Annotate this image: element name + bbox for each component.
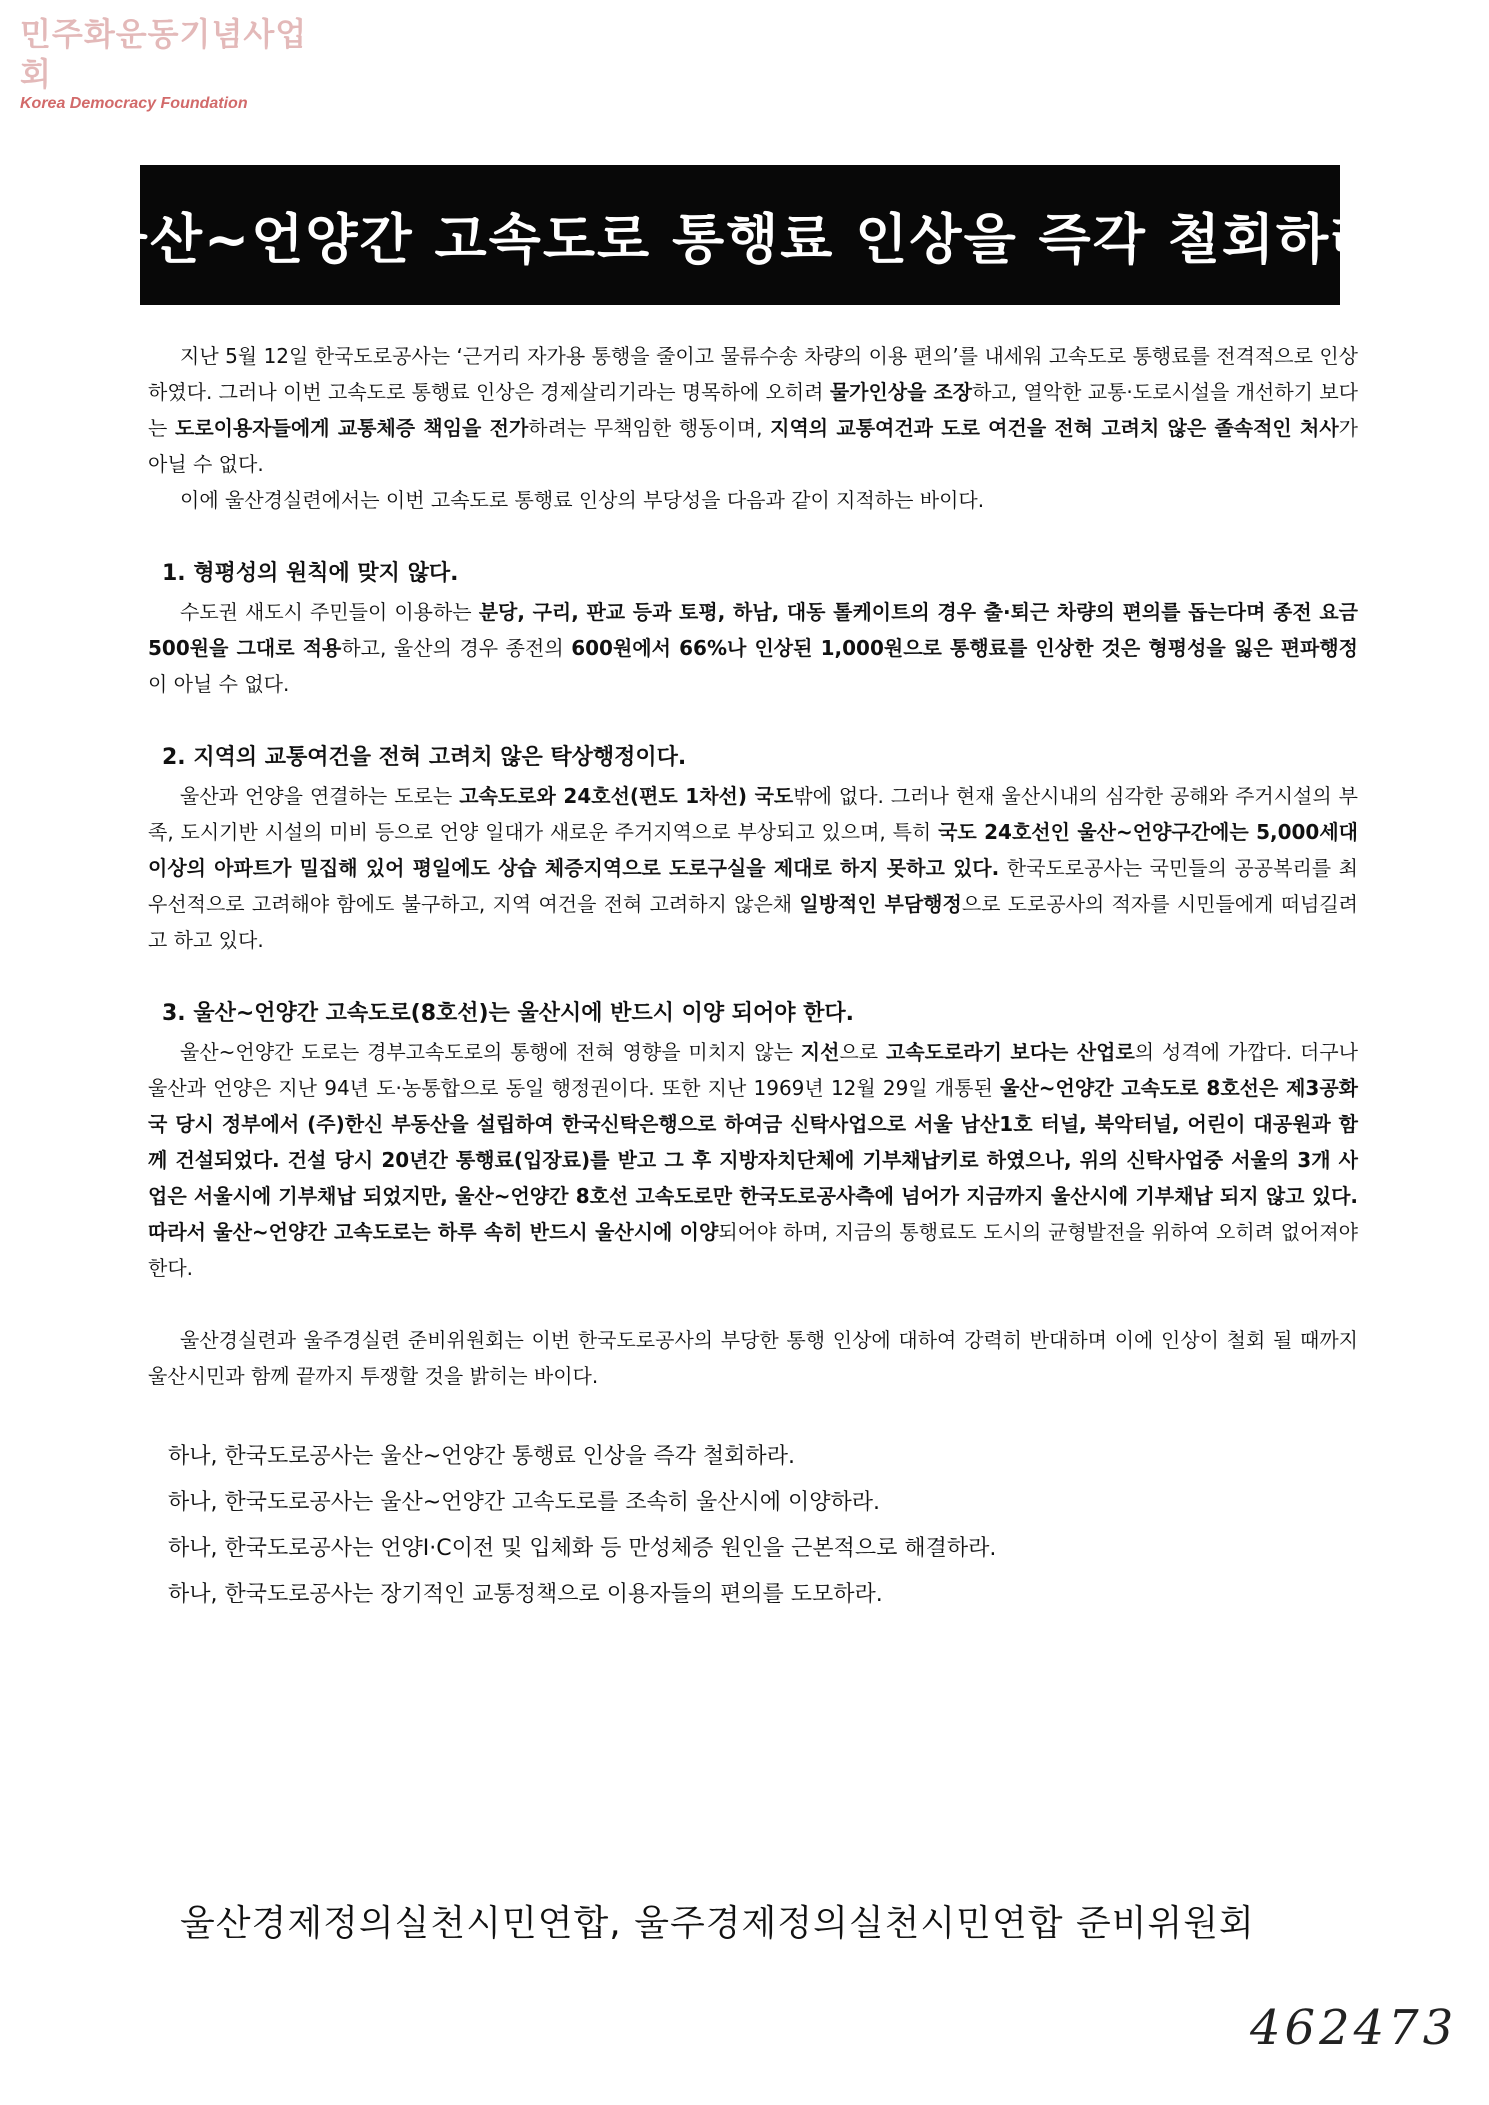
watermark-logo bbox=[20, 14, 320, 114]
body-text: 의 성격에 가깝다. 더구나 울산과 언양은 지난 94년 도·농통합으로 동일 행정권이다. 또한 지난 1969년 12월 29일 개통된 bbox=[148, 1040, 1359, 1100]
body-text: 울산과 언양을 연결하는 도로는 bbox=[180, 784, 460, 808]
emphasized-text: 국도 24호선인 울산~언양구간에는 5,000세대 이상의 아파트가 밀집해 있어 평일에도 상습 체증지역으로 도로구실을 제대로 하지 못하고 있다. bbox=[148, 820, 1358, 880]
emphasized-text: 지역의 교통여건과 도로 여건을 전혀 고려치 않은 졸속적인 처사 bbox=[770, 416, 1339, 440]
emphasized-text: 도로이용자들에게 교통체증 책임을 전가 bbox=[175, 416, 529, 440]
resolution-item: 하나, 한국도로공사는 장기적인 교통정책으로 이용자들의 편의를 도모하라. bbox=[168, 1582, 883, 1607]
resolution-item: 하나, 한국도로공사는 울산~언양간 고속도로를 조속히 울산시에 이양하라. bbox=[168, 1490, 880, 1515]
emphasized-text: 지선 bbox=[800, 1040, 840, 1064]
resolutions-list bbox=[148, 1434, 1358, 1618]
emphasized-text: 물가인상을 조장 bbox=[829, 380, 973, 404]
emphasized-text: 고속도로라기 보다는 산업로 bbox=[885, 1040, 1135, 1064]
document-number: 462473 bbox=[1250, 2000, 1458, 2056]
signature: 울산경제정의실천시민연합, 울주경제정의실천시민연합 준비위원회 bbox=[180, 1903, 1255, 1944]
watermark-english: Korea Democracy Foundation bbox=[20, 95, 248, 112]
body-text: 이에 울산경실련에서는 이번 고속도로 통행료 인상의 부당성을 다음과 같이 지적하는 바이다. bbox=[180, 488, 985, 512]
body-text: 울산~언양간 도로는 경부고속도로의 통행에 전혀 영향을 미치지 않는 bbox=[180, 1040, 801, 1064]
resolution-item: 하나, 한국도로공사는 울산~언양간 통행료 인상을 즉각 철회하라. bbox=[168, 1444, 795, 1469]
closing-paragraph: 울산경실련과 울주경실련 준비위원회는 이번 한국도로공사의 부당한 통행 인상에 대하여 강력히 반대하며 이에 인상이 철회 될 때까지 울산시민과 함께 끝까지 투쟁할 것을 밝히는 바이다. bbox=[148, 1328, 1358, 1388]
document-body bbox=[148, 338, 1358, 1618]
emphasized-text: 고속도로와 24호선(편도 1차선) 국도 bbox=[459, 784, 794, 808]
emphasized-text: 울산~언양간 고속도로 8호선은 제3공화국 당시 정부에서 (주)한신 부동산을 설립하여 한국신탁은행으로 하여금 신탁사업으로 서울 남산1호 터널, 북악터널, 어린이 대공원과 함께 건설되었다. 건설 당시 20년간 통행료(입장료)를 받고 그 후 지방자치단체에 기부채납키로 하였으나, 위의 신탁사업중 서울의 3개 사업은 서울시에 기부채납 되었지만, 울산~언양간 8호선 고속도로만 한국도로공사측에 넘어가 지금까지 울산시에 기부채납 되지 않고 있다. 따라서 울산~언양간 고속도로는 하루 속히 반드시 울산시에 이양 bbox=[148, 1076, 1358, 1244]
body-text: 가 아닐 수 없다. bbox=[148, 416, 1358, 476]
body-text: 밖에 없다. 그러나 현재 울산시내의 심각한 공해와 주거시설의 부족, 도시기반 시설의 미비 등으로 언양 일대가 새로운 주거지역으로 부상되고 있으며, 특히 bbox=[148, 784, 1359, 844]
body-text: 으로 도로공사의 적자를 시민들에게 떠넘길려고 하고 있다. bbox=[148, 892, 1358, 952]
body-text: 이 아닐 수 없다. bbox=[148, 672, 290, 696]
body-text: 한국도로공사는 국민들의 공공복리를 최우선적으로 고려해야 함에도 불구하고, 지역 여건을 전혀 고려하지 않은채 bbox=[148, 856, 1358, 916]
emphasized-text: 600원에서 66%나 인상된 1,000원으로 통행료를 인상한 것은 형평성을 잃은 편파행정 bbox=[571, 636, 1358, 660]
emphasized-text: 일방적인 부담행정 bbox=[799, 892, 962, 916]
document-title: 울산~언양간 고속도로 통행료 인상을 즉각 철회하라 bbox=[95, 207, 1385, 271]
body-text: 지난 5월 12일 한국도로공사는 ‘근거리 자가용 통행을 줄이고 물류수송 차량의 이용 편의’를 내세워 고속도로 통행료를 전격적으로 인상하였다. 그러나 이번 고속도로 통행료 인상은 경제살리기라는 명목하에 오히려 bbox=[148, 344, 1358, 404]
body-text: 하고, 울산의 경우 종전의 bbox=[341, 636, 572, 660]
section-paragraph bbox=[148, 1034, 1358, 1286]
intro-paragraph bbox=[148, 338, 1358, 482]
body-text: 하고, 열악한 교통·도로시설을 개선하기 보다는 bbox=[148, 380, 1359, 440]
intro-paragraph bbox=[148, 482, 1358, 518]
body-text: 수도권 새도시 주민들이 이용하는 bbox=[180, 600, 479, 624]
title-banner bbox=[95, 165, 1385, 305]
emphasized-text: 분당, 구리, 판교 등과 토평, 하남, 대동 톨케이트의 경우 출·퇴근 차량의 편의를 돕는다며 종전 요금 500원을 그대로 적용 bbox=[148, 600, 1358, 660]
section-paragraph bbox=[148, 778, 1358, 958]
section-heading: 2. 지역의 교통여건을 전혀 고려치 않은 탁상행정이다. bbox=[162, 745, 687, 770]
body-text: 되어야 하며, 지금의 통행료도 도시의 균형발전을 위하여 오히려 없어져야 한다. bbox=[148, 1220, 1358, 1280]
resolution-item: 하나, 한국도로공사는 언양I·C이전 및 입체화 등 만성체증 원인을 근본적으로 해결하라. bbox=[168, 1536, 997, 1561]
section-heading: 1. 형평성의 원칙에 맞지 않다. bbox=[162, 561, 459, 586]
section-heading: 3. 울산~언양간 고속도로(8호선)는 울산시에 반드시 이양 되어야 한다. bbox=[162, 1001, 855, 1026]
watermark-korean: 민주화운동기념사업회 bbox=[20, 15, 308, 93]
body-text: 으로 bbox=[839, 1040, 886, 1064]
section-paragraph bbox=[148, 594, 1358, 702]
body-text: 하려는 무책임한 행동이며, bbox=[528, 416, 771, 440]
